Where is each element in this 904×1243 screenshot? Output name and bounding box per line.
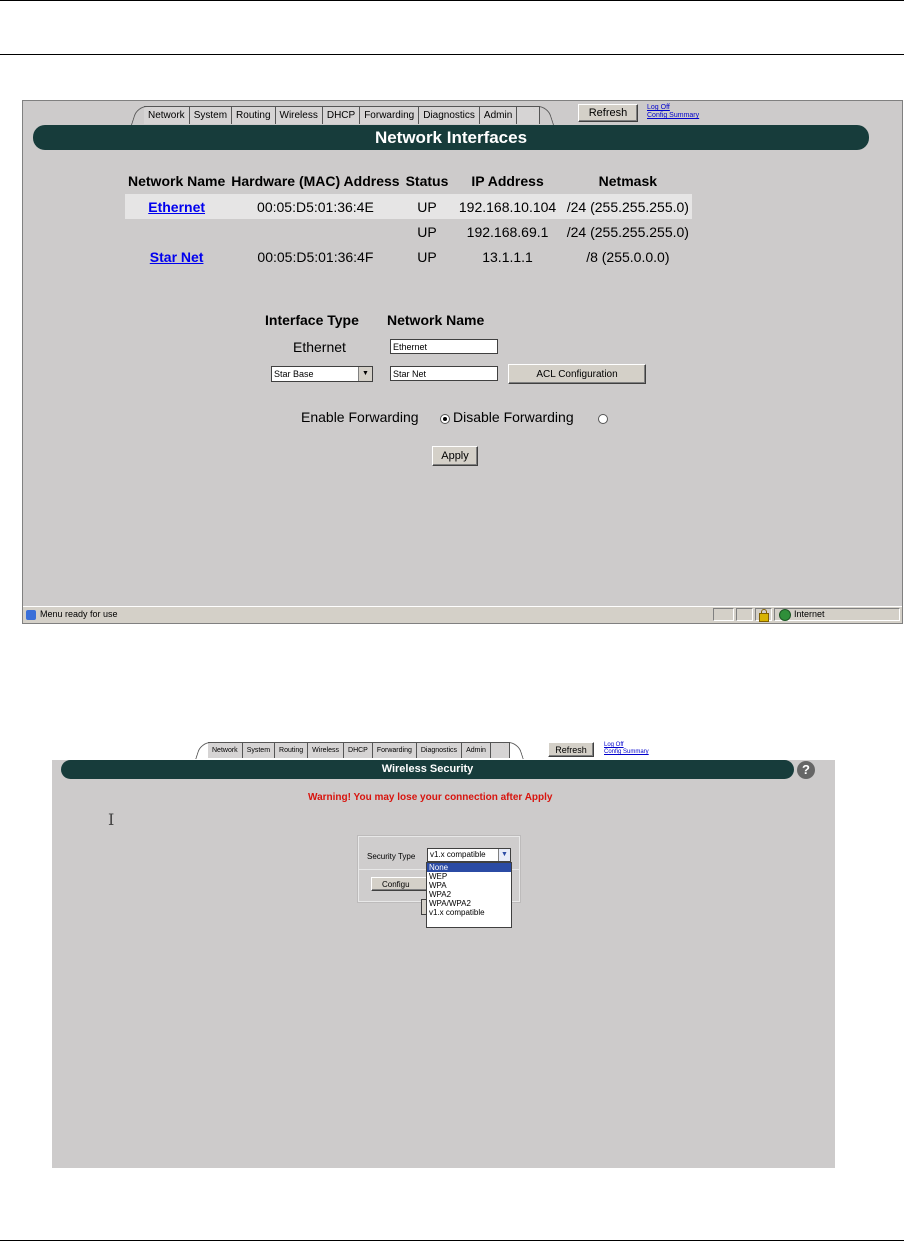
logoff-link[interactable]: Log Off	[604, 742, 624, 748]
tab-forwarding[interactable]: Forwarding	[360, 106, 419, 124]
interface-type-ethernet: Ethernet	[293, 339, 346, 355]
option-none[interactable]: None	[427, 863, 511, 872]
option-wpa2[interactable]: WPA2	[429, 890, 452, 899]
tab-system[interactable]: System	[243, 742, 275, 758]
enable-forwarding-radio[interactable]	[440, 414, 450, 424]
configure-button[interactable]: Configu	[371, 877, 431, 891]
status-cell	[736, 608, 753, 621]
security-type-dropdown[interactable]	[426, 862, 512, 928]
column-header: IP Address	[471, 173, 544, 189]
cell-name	[125, 194, 228, 219]
tab-network[interactable]: Network	[208, 742, 243, 758]
cell-netmask: /24 (255.255.255.0)	[566, 223, 689, 240]
ethernet-name-input[interactable]	[390, 339, 498, 354]
table-row	[125, 219, 692, 244]
tab-wireless[interactable]: Wireless	[276, 106, 323, 124]
header-rule	[0, 54, 904, 55]
tab-edge	[198, 742, 208, 758]
globe-icon	[779, 609, 791, 621]
warning-message: Warning! You may lose your connection after Apply	[308, 792, 553, 803]
star-net-link[interactable]: Star Net	[149, 248, 204, 265]
security-type-label: Security Type	[367, 852, 416, 861]
column-header: Network Name	[128, 173, 226, 189]
cell-status: UP	[417, 248, 437, 265]
security-type-select[interactable]	[427, 848, 511, 862]
apply-button[interactable]: Apply	[432, 446, 478, 466]
status-message: Menu ready for use	[40, 609, 118, 619]
cell-status: UP	[417, 223, 437, 240]
tab-edge	[134, 106, 144, 124]
tab-diagnostics[interactable]: Diagnostics	[417, 742, 462, 758]
tab-routing[interactable]: Routing	[275, 742, 308, 758]
tab-routing[interactable]: Routing	[232, 106, 275, 124]
option-wep[interactable]: WEP	[429, 872, 448, 881]
enable-forwarding-label: Enable Forwarding	[301, 409, 419, 425]
config-summary-link[interactable]: Config Summary	[604, 749, 649, 755]
cell-mac: 00:05:D5:01:36:4E	[228, 194, 402, 219]
cell-mac	[228, 219, 402, 244]
interface-type-select[interactable]	[271, 366, 373, 382]
top-links	[604, 742, 649, 756]
option-v1x-compatible[interactable]: v1.x compatible	[429, 908, 485, 917]
tab-dhcp[interactable]: DHCP	[323, 106, 360, 124]
cell-name	[125, 219, 228, 244]
column-header: Netmask	[598, 173, 658, 189]
interfaces-table	[125, 168, 692, 269]
config-summary-link[interactable]: Config Summary	[647, 112, 700, 119]
acl-configuration-button[interactable]: ACL Configuration	[508, 364, 646, 384]
browser-status-bar	[23, 606, 902, 623]
footer-rule	[0, 1240, 904, 1241]
status-zone-cell	[774, 608, 900, 621]
option-wpa[interactable]: WPA	[429, 881, 447, 890]
page-title: Network Interfaces	[33, 125, 869, 150]
cell-status: UP	[403, 194, 452, 219]
select-value: Star Base	[274, 369, 314, 379]
chevron-down-icon[interactable]: ▼	[498, 849, 510, 861]
cell-ip: 192.168.69.1	[466, 223, 549, 240]
star-net-name-input[interactable]	[390, 366, 498, 381]
tab-diagnostics[interactable]: Diagnostics	[419, 106, 480, 124]
tab-system[interactable]: System	[190, 106, 232, 124]
table-row	[125, 244, 692, 269]
ethernet-link[interactable]: Ethernet	[148, 198, 206, 215]
tab-admin[interactable]: Admin	[462, 742, 491, 758]
option-wpa-wpa2[interactable]: WPA/WPA2	[429, 899, 471, 908]
ie-page-icon	[26, 610, 36, 620]
cell-netmask: /24 (255.255.255.0)	[564, 194, 692, 219]
tab-dhcp[interactable]: DHCP	[344, 742, 373, 758]
cell-ip: 192.168.10.104	[451, 194, 563, 219]
text-cursor-icon: I	[108, 810, 115, 829]
status-zone: Internet	[794, 609, 825, 619]
chevron-down-icon[interactable]: ▼	[358, 367, 372, 381]
tab-admin[interactable]: Admin	[480, 106, 517, 124]
cell-mac: 00:05:D5:01:36:4F	[257, 248, 374, 265]
tab-network[interactable]: Network	[144, 106, 190, 124]
column-header: Hardware (MAC) Address	[231, 173, 400, 189]
top-links	[647, 104, 699, 120]
tab-forwarding[interactable]: Forwarding	[373, 742, 417, 758]
table-header-row	[125, 168, 692, 194]
table-row	[125, 194, 692, 219]
page-title: Wireless Security	[61, 760, 794, 779]
help-icon[interactable]: ?	[797, 761, 815, 779]
refresh-button[interactable]: Refresh	[578, 104, 638, 122]
top-rule	[0, 0, 904, 1]
column-header: Status	[405, 173, 449, 189]
logoff-link[interactable]: Log Off	[647, 104, 670, 111]
status-cell	[713, 608, 734, 621]
cell-ip: 13.1.1.1	[482, 248, 533, 265]
cell-name	[125, 244, 228, 269]
nav-tabbar	[198, 742, 528, 758]
network-interfaces-screenshot	[22, 100, 903, 624]
cell-netmask: /8 (255.0.0.0)	[586, 248, 670, 265]
refresh-button[interactable]: Refresh	[548, 742, 594, 757]
wireless-security-screenshot	[52, 738, 835, 1168]
interface-type-header: Interface Type	[265, 312, 359, 328]
tab-edge	[540, 106, 558, 124]
network-name-header: Network Name	[387, 312, 485, 328]
lock-icon	[759, 613, 769, 622]
disable-forwarding-label: Disable Forwarding	[453, 409, 574, 425]
select-value: v1.x compatible	[430, 850, 486, 859]
tab-edge	[510, 742, 528, 758]
disable-forwarding-radio[interactable]	[598, 414, 608, 424]
tab-wireless[interactable]: Wireless	[308, 742, 344, 758]
nav-tabbar	[134, 106, 558, 124]
